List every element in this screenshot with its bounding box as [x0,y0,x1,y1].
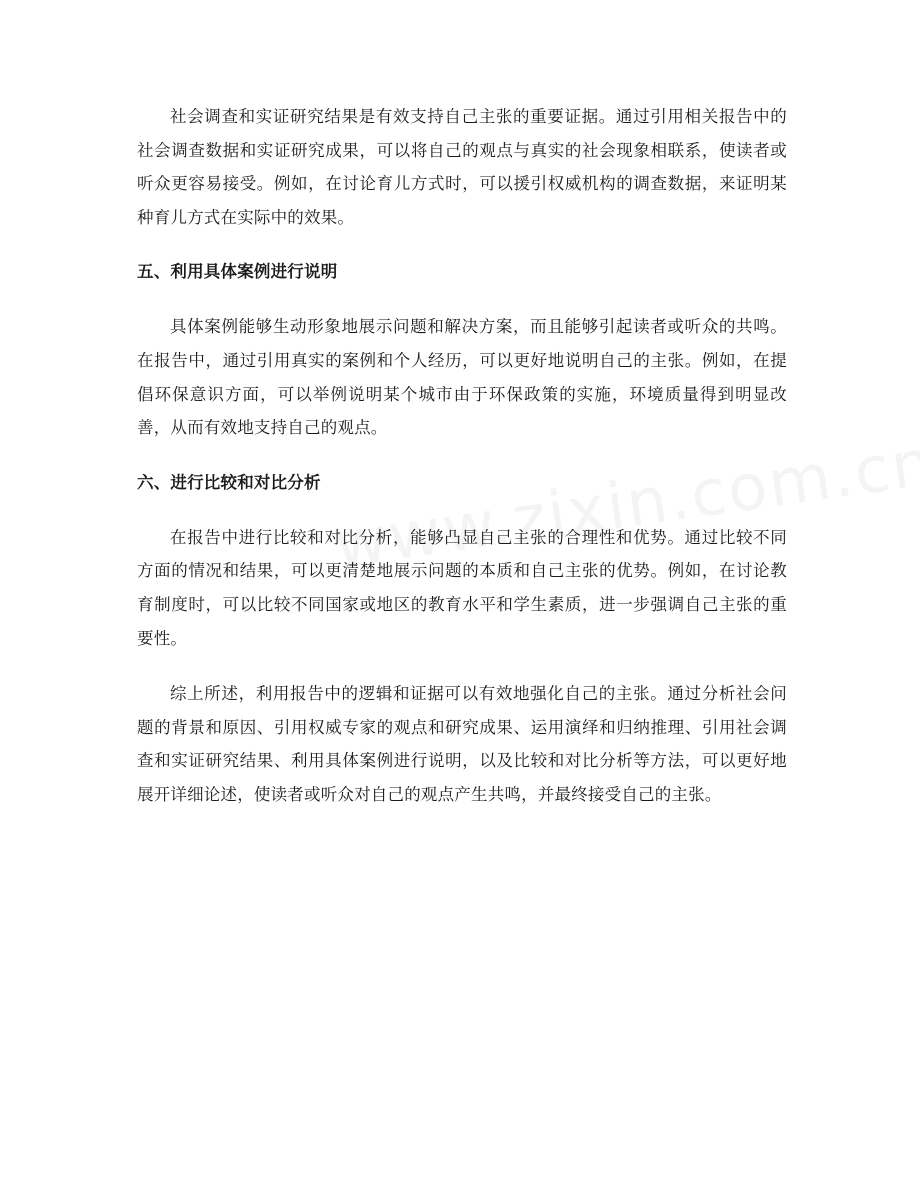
paragraph-conclusion: 综上所述，利用报告中的逻辑和证据可以有效地强化自己的主张。通过分析社会问题的背景和原因、引用权威专家的观点和研究成果、运用演绎和归纳推理、引用社会调查和实证研究结果、利用具体案例进行说明，以及比较和对比分析等方法，可以更好地展开详细论述，使读者或听众对自己的观点产生共鸣，并最终接受自己的主张。 [137,684,787,804]
section-heading-6: 六、进行比较和对比分析 [137,472,321,492]
section-heading-5: 五、利用具体案例进行说明 [137,262,338,282]
paragraph-social-survey: 社会调查和实证研究结果是有效支持自己主张的重要证据。通过引用相关报告中的社会调查数据和实证研究成果，可以将自己的观点与真实的社会现象相联系，使读者或听众更容易接受。例如，在讨论育儿方式时，可以援引权威机构的调查数据，来证明某种育儿方式在实际中的效果。 [137,107,787,227]
document-body [137,100,787,834]
paragraph-comparison: 在报告中进行比较和对比分析，能够凸显自己主张的合理性和优势。通过比较不同方面的情况和结果，可以更清楚地展示问题的本质和自己主张的优势。例如，在讨论教育制度时，可以比较不同国家或地区的教育水平和学生素质，进一步强调自己主张的重要性。 [137,527,787,648]
paragraph-case-examples: 具体案例能够生动形象地展示问题和解决方案，而且能够引起读者或听众的共鸣。在报告中，通过引用真实的案例和个人经历，可以更好地说明自己的主张。例如，在提倡环保意识方面，可以举例说明某个城市由于环保政策的实施，环境质量得到明显改善，从而有效地支持自己的观点。 [137,317,787,438]
